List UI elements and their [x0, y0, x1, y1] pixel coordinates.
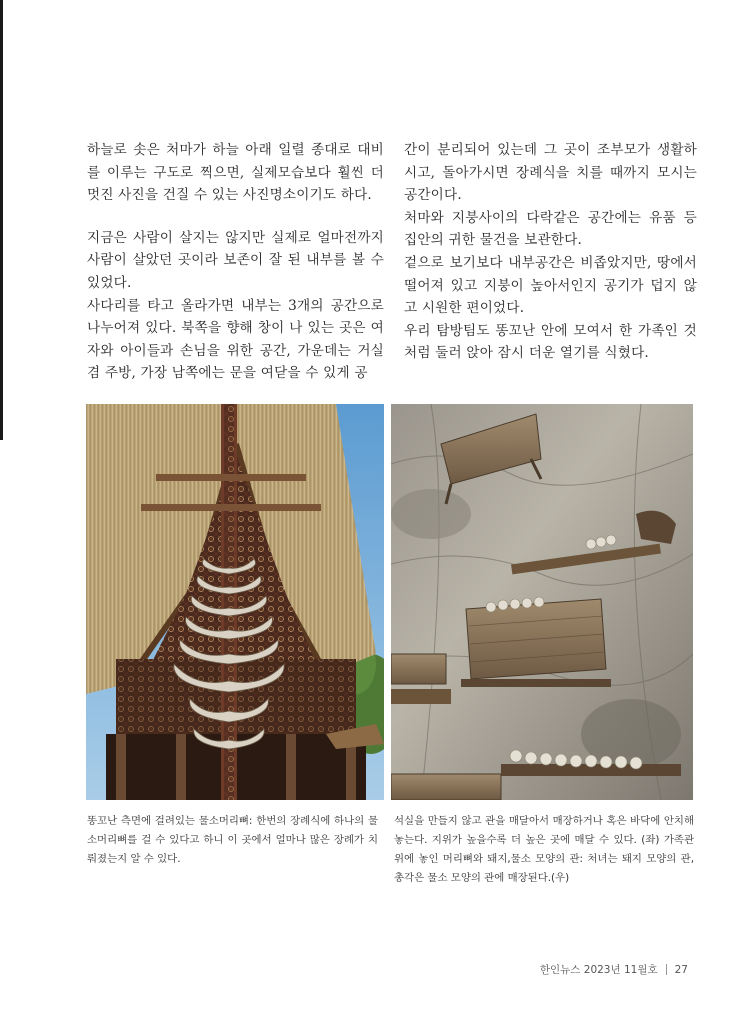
paragraph: 지금은 사람이 살지는 않지만 실제로 얼마전까지 사람이 살았던 곳이라 보존이 잘 된 내부를 볼 수 있었다.: [87, 229, 384, 291]
publication-name: 한인뉴스 2023년 11월호: [539, 964, 658, 976]
footer-divider: [666, 964, 667, 975]
page-edge-mark: [0, 0, 3, 440]
paragraph: 겉으로 보기보다 내부공간은 비좁았지만, 땅에서 떨어져 있고 지붕이 높아서인지 공기가 덥지 않고 시원한 편이었다.: [404, 254, 697, 317]
page-footer: [540, 962, 688, 977]
tongkonan-house-photo: [86, 404, 384, 800]
paragraph: 처마와 지붕사이의 다락같은 공간에는 유품 등 집안의 귀한 물건을 보관한다.: [404, 209, 697, 249]
photo-caption-right: 석실을 만들지 않고 관을 매달아서 매장하거나 혹은 바닥에 안치해 놓는다. 지위가 높을수록 더 높은 곳에 매달 수 있다. (좌) 가족관 위에 놓인 머리뼈와 돼지,물소 모양의 관: 처녀는 돼지 모양의 관, 총각은 물소 모양의 관에 매장된다.(우): [394, 815, 694, 884]
photo-caption-left: 똥꼬난 측면에 걸려있는 물소머리뼈: 한번의 장례식에 하나의 물소머리뼈를 걸 수 있다고 하니 이 곳에서 얼마나 많은 장례가 치뤄졌는지 알 수 있다.: [87, 815, 378, 865]
tongkonan-house-image: [86, 404, 384, 800]
hanging-coffins-image: [391, 404, 693, 800]
paragraph: 하늘로 솟은 처마가 하늘 아래 일렬 종대로 대비를 이루는 구도로 찍으면, 실제모습보다 훨씬 더 멋진 사진을 건질 수 있는 사진명소이기도 하다.: [87, 142, 384, 204]
paragraph: 우리 탐방팀도 똥꼬난 안에 모여서 한 가족인 것처럼 둘러 앉아 잠시 더운 열기를 식혔다.: [404, 322, 697, 362]
paragraph: 사다리를 타고 올라가면 내부는 3개의 공간으로 나누어져 있다. 북쪽을 향해 창이 나 있는 곳은 여자와 아이들과 손님을 위한 공간, 가운데는 거실 겸 주방, 가장 남쪽에는 문을 여닫을 수 있게 공: [87, 297, 384, 382]
article-right-column: [404, 139, 697, 365]
paragraph: 간이 분리되어 있는데 그 곳이 조부모가 생활하시고, 돌아가시면 장례식을 치를 때까지 모시는 공간이다.: [404, 142, 697, 204]
article-left-column: [87, 139, 384, 385]
hanging-coffins-cliff-photo: [391, 404, 693, 800]
page-number: 27: [674, 963, 688, 976]
